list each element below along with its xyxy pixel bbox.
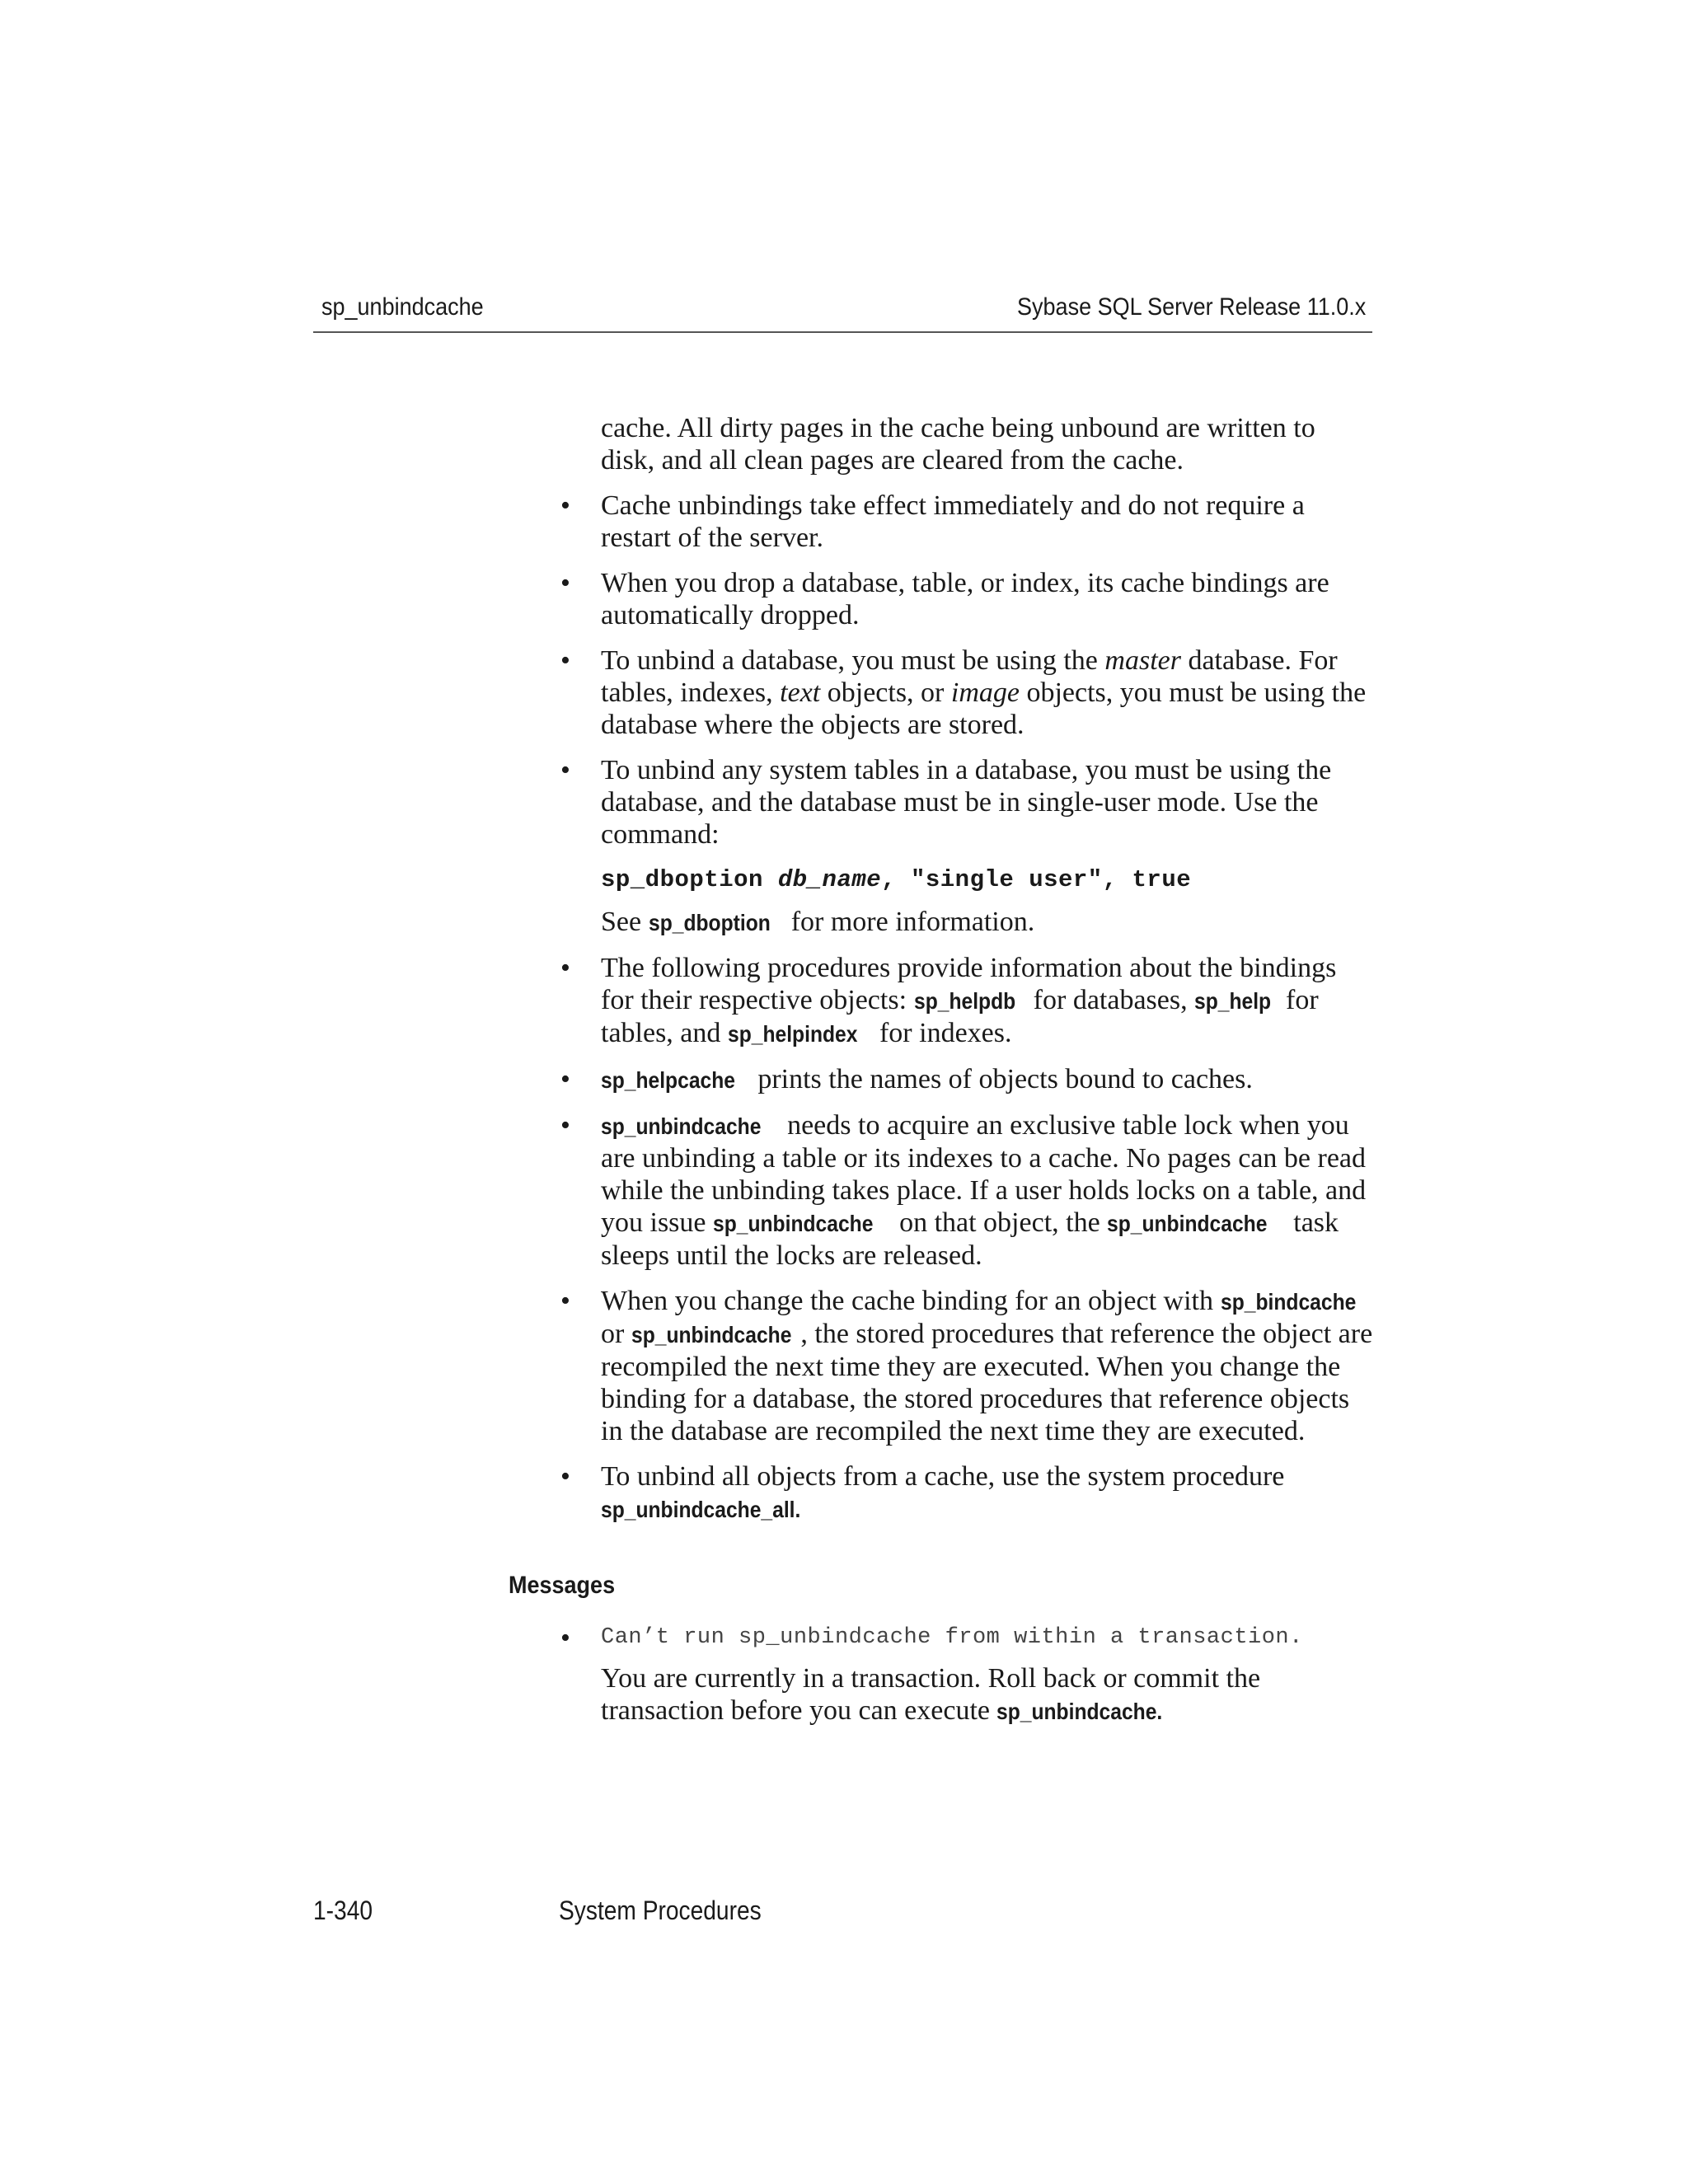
code-rest: , "single user", true — [881, 866, 1192, 893]
procedure-name: sp_dboption — [648, 910, 771, 935]
code-argument: db_name — [777, 866, 882, 893]
list-item — [560, 1063, 1376, 1096]
bullet-text: or — [601, 1319, 631, 1349]
term-master: master — [1104, 645, 1181, 676]
term-image: image — [950, 677, 1020, 708]
bullet-icon: • — [560, 490, 570, 521]
bullet-text: needs to acquire an exclusive table lock when you are unbinding a table or its indexes to a cache. No pages can be read while the unbinding takes place. If a user holds locks on a table, and you issue — [601, 1110, 1367, 1238]
list-item — [560, 644, 1376, 741]
procedure-name: sp_bindcache — [1220, 1289, 1356, 1315]
list-item — [560, 1285, 1376, 1447]
bullet-text: for indexes. — [872, 1018, 1012, 1048]
bullet-text: for databases, — [1026, 985, 1195, 1015]
bullet-icon: • — [560, 1623, 570, 1653]
bullet-text: When you drop a database, table, or index, its cache bindings are automatically dropped. — [601, 568, 1329, 630]
bullet-text: To unbind a database, you must be using the — [601, 645, 1105, 676]
header-product-release: Sybase SQL Server Release 11.0.x — [1016, 293, 1366, 321]
bullet-text: prints the names of objects bound to caches. — [750, 1064, 1253, 1094]
list-item — [560, 952, 1376, 1050]
code-command: sp_dboption — [601, 866, 778, 893]
bullet-icon: • — [560, 953, 570, 983]
procedure-name: sp_unbindcache — [713, 1211, 874, 1236]
bullet-icon: • — [560, 1461, 570, 1492]
list-item — [560, 490, 1376, 554]
bullet-text: objects, you must be using the database where the objects are stored. — [601, 677, 1367, 740]
bullet-text: objects, or — [820, 677, 951, 708]
intro-paragraph: cache. All dirty pages in the cache being unbound are written to disk, and all clean pages are cleared from the cache. — [601, 413, 1315, 476]
procedure-name: sp_helpindex — [727, 1021, 858, 1047]
procedure-name: sp_helpdb — [913, 988, 1015, 1014]
book-title: System Procedures — [559, 1896, 762, 1925]
bullet-text: , the stored procedures that reference the object are recompiled the next time they are executed. When you change the binding for a database, the stored procedures that reference objects in the database are recompiled the next time they are executed. — [601, 1319, 1373, 1446]
list-item — [560, 754, 1376, 939]
bullet-icon: • — [560, 568, 570, 598]
bullet-text: task sleeps until the locks are released. — [601, 1207, 1339, 1271]
bullet-text: database. For tables, indexes, — [601, 645, 1338, 708]
header-section-name: sp_unbindcache — [321, 293, 484, 321]
bullet-icon: • — [560, 1286, 570, 1316]
usage-notes-list — [560, 490, 1376, 1526]
page-number: 1-340 — [313, 1896, 373, 1925]
bullet-text: The following procedures provide information about the bindings for their respective objects: — [601, 953, 1337, 1015]
messages-list — [560, 1622, 1376, 1727]
procedure-name: sp_unbindcache — [631, 1322, 792, 1347]
bullet-icon: • — [560, 645, 570, 676]
procedure-name: sp_help — [1194, 988, 1272, 1014]
bullet-text: To unbind any system tables in a database, you must be using the database, and the database must be in single-user mode. Use the command: — [601, 755, 1332, 850]
messages-heading: Messages — [509, 1572, 616, 1599]
term-text: text — [780, 677, 821, 708]
procedure-name: sp_unbindcache_all. — [601, 1497, 801, 1522]
list-item — [560, 567, 1376, 631]
see-also: See sp_dboption for more information. — [601, 907, 1035, 937]
procedure-name: sp_helpcache — [601, 1067, 735, 1093]
bullet-text: When you change the cache binding for an object with — [601, 1286, 1221, 1316]
bullet-text: for tables, and — [601, 985, 1319, 1048]
bullet-text: Cache unbindings take effect immediately and do not require a restart of the server. — [601, 490, 1305, 553]
bullet-icon: • — [560, 755, 570, 785]
bullet-icon: • — [560, 1064, 570, 1094]
bullet-text: To unbind all objects from a cache, use the system procedure — [601, 1461, 1285, 1492]
bullet-text: on that object, the — [892, 1207, 1108, 1238]
bullet-icon: • — [560, 1110, 570, 1141]
error-message-text: Can’t run sp_unbindcache from within a transaction. — [601, 1625, 1303, 1650]
code-example — [601, 864, 1376, 896]
main-content — [560, 412, 1376, 1539]
procedure-name: sp_unbindcache. — [996, 1699, 1163, 1724]
list-item — [560, 1460, 1376, 1526]
messages-section — [560, 1622, 1376, 1727]
error-message-explanation: You are currently in a transaction. Roll back or commit the transaction before you can execute sp_unbindcache. — [601, 1663, 1261, 1726]
procedure-name: sp_unbindcache — [601, 1113, 762, 1139]
procedure-name: sp_unbindcache — [1107, 1211, 1268, 1236]
list-item — [560, 1622, 1376, 1727]
running-header — [313, 290, 1372, 333]
list-item — [560, 1109, 1376, 1272]
